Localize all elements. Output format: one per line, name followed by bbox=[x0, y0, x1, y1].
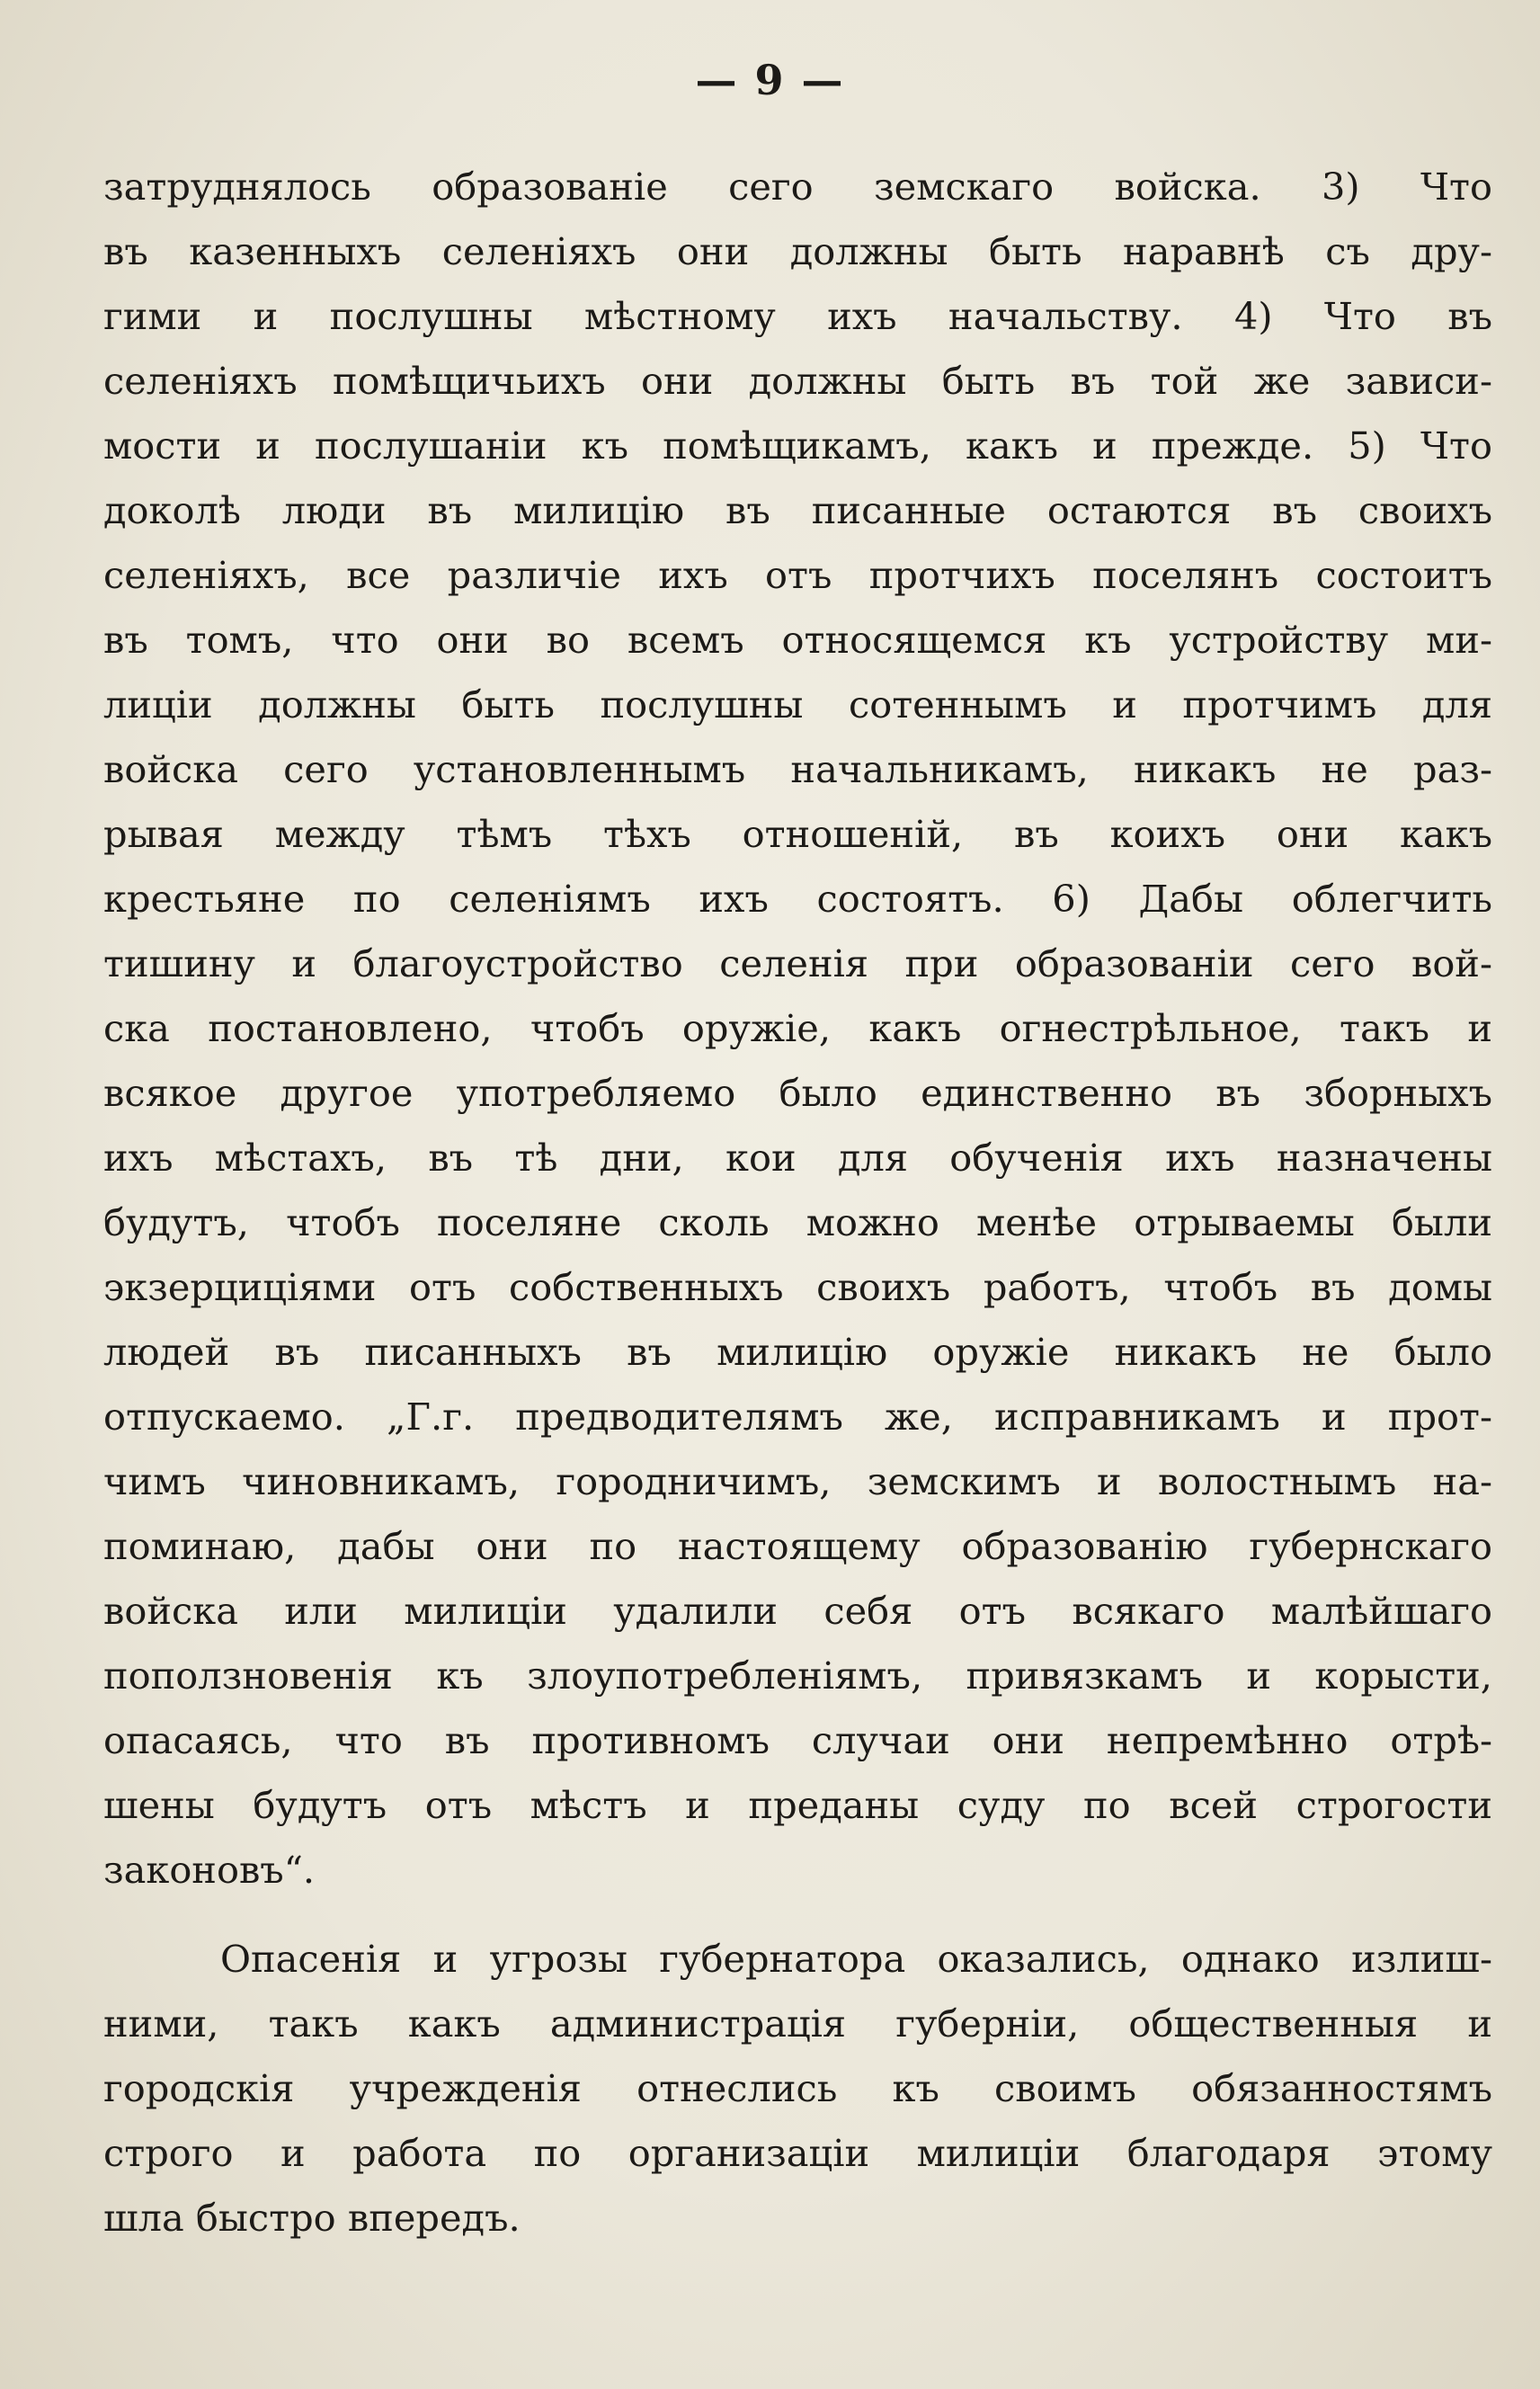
text-line: въ казенныхъ селеніяхъ они должны быть наравнѣ съ дру- bbox=[103, 229, 1492, 273]
text-line: лиціи должны быть послушны сотеннымъ и протчимъ для bbox=[103, 682, 1492, 727]
text-line: Опасенія и угрозы губернатора оказались, однако излиш- bbox=[220, 1937, 1492, 1981]
paragraph-1 bbox=[103, 155, 1492, 1903]
text-line: шены будутъ отъ мѣстъ и преданы суду по всей строгости bbox=[103, 1783, 1492, 1827]
paragraph-2 bbox=[103, 1927, 1492, 2251]
text-line: доколѣ люди въ милицію въ писанные остаются въ своихъ bbox=[103, 488, 1492, 532]
text-line: селеніяхъ, все различіе ихъ отъ протчихъ поселянъ состоитъ bbox=[103, 553, 1492, 597]
text-line: законовъ“. bbox=[103, 1848, 316, 1892]
text-line: селеніяхъ помѣщичьихъ они должны быть въ той же зависи- bbox=[103, 359, 1492, 403]
page-number: — 9 — bbox=[695, 56, 845, 104]
text-line: ними, такъ какъ администрація губерніи, общественныя и bbox=[103, 2001, 1492, 2046]
text-line: войска или милиціи удалили себя отъ всякаго малѣйшаго bbox=[103, 1589, 1492, 1633]
body-text bbox=[103, 155, 1492, 2251]
text-line: рывая между тѣмъ тѣхъ отношеній, въ коихъ они какъ bbox=[103, 812, 1492, 856]
text-line: чимъ чиновникамъ, городничимъ, земскимъ и волостнымъ на- bbox=[103, 1459, 1492, 1503]
text-line: всякое другое употребляемо было единственно въ зборныхъ bbox=[103, 1071, 1492, 1115]
text-line: городскія учрежденія отнеслись къ своимъ обязанностямъ bbox=[103, 2066, 1492, 2110]
text-line: мости и послушаніи къ помѣщикамъ, какъ и прежде. 5) Что bbox=[103, 423, 1492, 468]
text-line: опасаясь, что въ противномъ случаи они непремѣнно отрѣ- bbox=[103, 1718, 1492, 1762]
text-line: экзерциціями отъ собственныхъ своихъ работъ, чтобъ въ домы bbox=[103, 1265, 1492, 1309]
text-line: въ томъ, что они во всемъ относящемся къ устройству ми- bbox=[103, 618, 1492, 662]
text-line: гими и послушны мѣстному ихъ начальству. 4) Что въ bbox=[103, 294, 1492, 338]
text-line: будутъ, чтобъ поселяне сколь можно менѣе отрываемы были bbox=[103, 1200, 1492, 1244]
text-line: поползновенія къ злоупотребленіямъ, привязкамъ и корысти, bbox=[103, 1654, 1492, 1698]
text-line: крестьяне по селеніямъ ихъ состоятъ. 6) Дабы облегчить bbox=[103, 877, 1492, 921]
text-line: ихъ мѣстахъ, въ тѣ дни, кои для обученія ихъ назначены bbox=[103, 1136, 1492, 1180]
text-line: войска сего установленнымъ начальникамъ, никакъ не раз- bbox=[103, 747, 1492, 791]
text-line: шла быстро впередъ. bbox=[103, 2196, 521, 2240]
text-line: ска постановлено, чтобъ оружіе, какъ огнестрѣльное, такъ и bbox=[103, 1006, 1492, 1050]
text-line: тишину и благоустройство селенія при образованіи сего вой- bbox=[103, 941, 1492, 985]
text-line: затруднялось образованіе сего земскаго войска. 3) Что bbox=[103, 165, 1492, 209]
text-line: поминаю, дабы они по настоящему образованію губернскаго bbox=[103, 1524, 1492, 1568]
text-line: людей въ писанныхъ въ милицію оружіе никакъ не было bbox=[103, 1330, 1492, 1374]
paragraph-gap bbox=[103, 1903, 1492, 1927]
text-line: отпускаемо. „Г.г. предводителямъ же, исправникамъ и прот- bbox=[103, 1395, 1492, 1439]
text-line: строго и работа по организаціи милиціи благодаря этому bbox=[103, 2131, 1492, 2175]
